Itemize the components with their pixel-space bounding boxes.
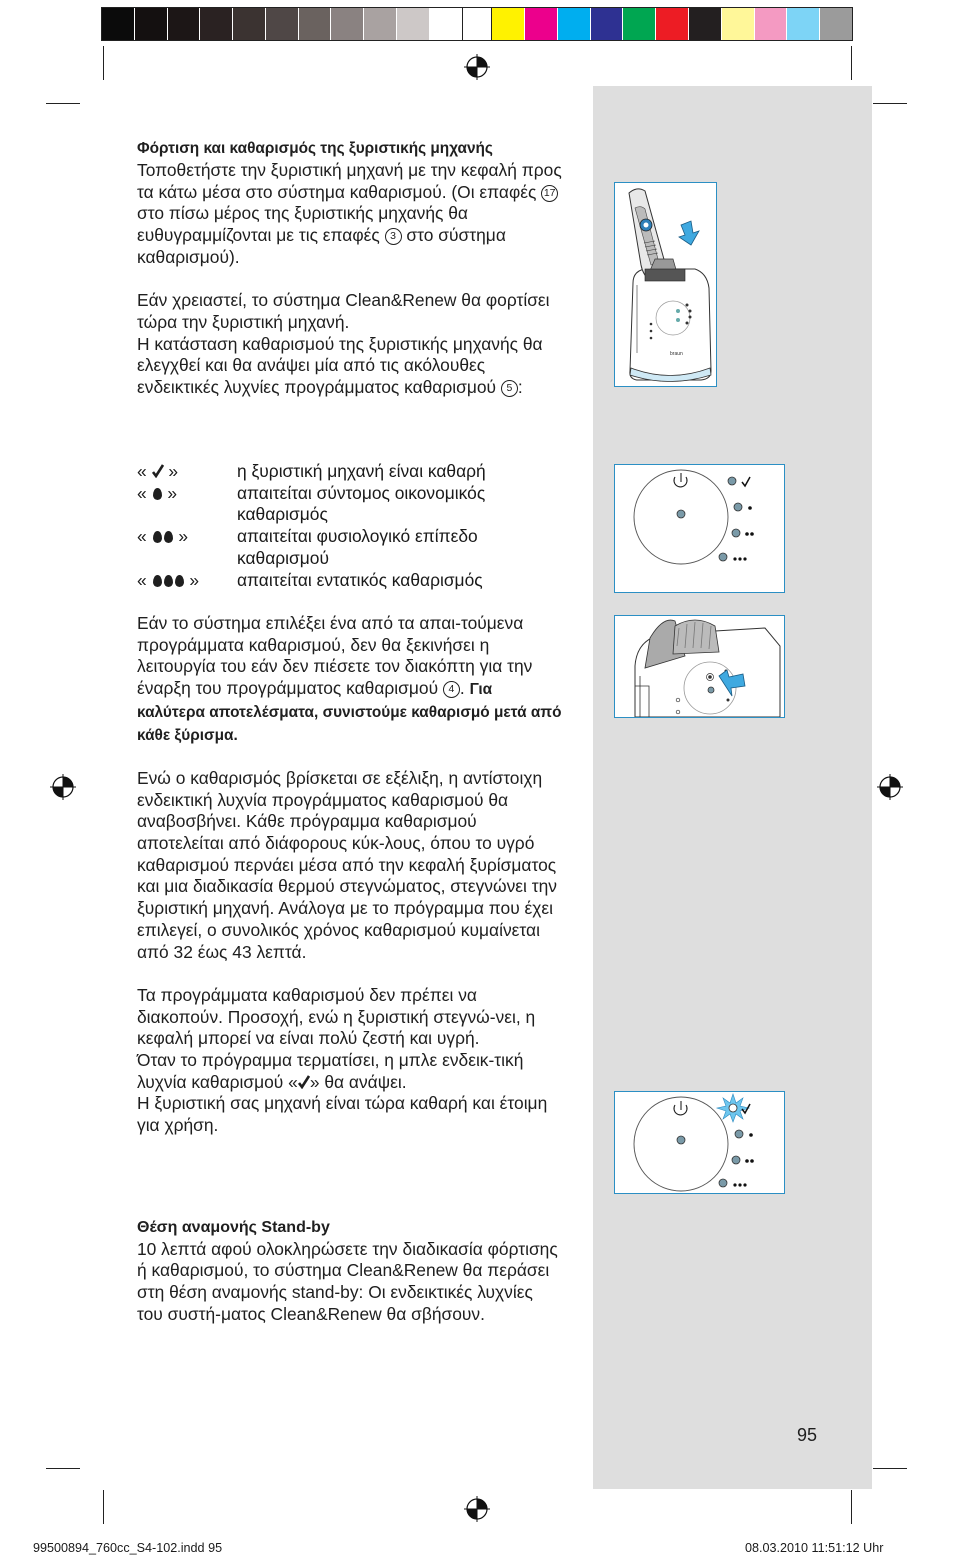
paragraph: Εάν το σύστημα επιλέξει ένα από τα απαι-τούμενα προγράμματα καθαρισμού, δεν θα ξεκινήσει η λειτουργία του εάν δεν πιέσετε τον διακόπτη για την έναρξη του προγράμματος καθαρισμού 4 . Για καλύτερα αποτελέσματα, συνιστούμε καθαρισμό μετά από κάθε ξύρισμα. bbox=[137, 613, 562, 744]
color-swatch bbox=[722, 8, 755, 40]
color-swatch bbox=[820, 8, 852, 40]
shaver-station-illustration bbox=[615, 183, 716, 386]
section-charging-cleaning bbox=[137, 138, 562, 399]
paragraph: Εάν χρειαστεί, το σύστημα Clean&Renew θα φορτίσει τώρα την ξυριστική μηχανή. bbox=[137, 290, 550, 332]
gray-swatch bbox=[364, 8, 397, 40]
checkmark-icon bbox=[152, 464, 164, 478]
color-swatch bbox=[656, 8, 689, 40]
registration-mark-icon bbox=[877, 774, 903, 800]
paragraph: 10 λεπτά αφού ολοκληρώσετε την διαδικασία φόρτισης ή καθαρισμού, το σύστημα Clean&Renew θα περάσει στη θέση αναμονής stand-by: Οι ενδεικτικές λυχνίες του συστή-ματος Clean&Renew θα σβήσουν. bbox=[137, 1238, 558, 1324]
crop-mark bbox=[873, 103, 907, 104]
color-swatch bbox=[558, 8, 591, 40]
drop-icon bbox=[153, 488, 162, 500]
indicator-description: απαιτείται φυσιολογικό επίπεδο καθαρισμού bbox=[237, 526, 478, 568]
crop-mark bbox=[851, 46, 852, 80]
indicator-row bbox=[137, 570, 567, 592]
bold-note: Για καλύτερα αποτελέσματα, συνιστούμε καθαρισμό μετά από κάθε ξύρισμα. bbox=[137, 681, 562, 744]
text-span: Εάν το σύστημα επιλέξει ένα από τα απαι-τούμενα προγράμματα καθαρισμού, δεν θα ξεκινήσει η λειτουργία του εάν δεν πιέσετε τον διακόπτη για την έναρξη του προγράμματος καθαρισμού bbox=[137, 613, 533, 699]
text-span: Όταν το πρόγραμμα τερματίσει, η μπλε ενδεικ-τική λυχνία καθαρισμού « bbox=[137, 1050, 524, 1092]
section-heading: Θέση αναμονής Stand-by bbox=[137, 1219, 330, 1236]
gray-swatch bbox=[135, 8, 168, 40]
reference-number: 4 bbox=[443, 681, 460, 698]
crop-mark bbox=[103, 1490, 104, 1524]
indicator-panel-illustration bbox=[615, 465, 784, 592]
gray-swatch bbox=[397, 8, 430, 40]
gray-swatch bbox=[200, 8, 233, 40]
indicator-description: απαιτείται εντατικός καθαρισμός bbox=[237, 569, 483, 590]
indicator-symbol: « » bbox=[137, 461, 179, 481]
drop-icon bbox=[175, 575, 184, 587]
paragraph: Ενώ ο καθαρισμός βρίσκεται σε εξέλιξη, η αντίστοιχη ενδεικτική λυχνία προγράμματος καθαρισμού θα αναβοσβήνει. Κάθε πρόγραμμα καθαρισμού αποτελείται από διάφορους κύκ-λους, όπου το υγρό καθαρισμού περνάει μέσα από την κεφαλή ξυρίσματος και μια διαδικασία θερμού στεγνώματος, στεγνώνει την ξυριστική μηχανή. Ανάλογα με το πρόγραμμα που έχει επιλεγεί, ο συνολικός χρόνος καθαρισμού κυμαίνεται από 32 έως 43 λεπτά. bbox=[137, 767, 557, 962]
drop-icon bbox=[164, 531, 173, 543]
indicator-lit-illustration bbox=[615, 1092, 784, 1193]
reference-number: 17 bbox=[541, 185, 558, 202]
gray-swatch bbox=[168, 8, 201, 40]
section-program bbox=[137, 613, 562, 1137]
drop-icon bbox=[153, 531, 162, 543]
gray-swatch bbox=[102, 8, 135, 40]
indicator-list bbox=[137, 461, 567, 591]
color-swatch bbox=[525, 8, 558, 40]
figure-shaver-insert bbox=[614, 182, 717, 387]
crop-mark bbox=[851, 1490, 852, 1524]
indicator-row bbox=[137, 483, 567, 526]
text-span: : bbox=[517, 377, 523, 398]
footer-timestamp: 08.03.2010 11:51:12 Uhr bbox=[745, 1541, 884, 1555]
paragraph: Η ξυριστική σας μηχανή είναι τώρα καθαρή και έτοιμη για χρήση. bbox=[137, 1093, 548, 1136]
registration-mark-icon bbox=[464, 54, 490, 80]
indicator-description: η ξυριστική μηχανή είναι καθαρή bbox=[237, 461, 486, 481]
text-span: Τοποθετήστε την ξυριστική μηχανή με την κεφαλή προς τα κάτω μέσα στο σύστημα καθαρισμού. (Οι επαφές bbox=[137, 160, 562, 202]
text-span: » θα ανάψει. bbox=[309, 1071, 407, 1092]
gray-swatch bbox=[331, 8, 364, 40]
drop-icon bbox=[164, 575, 173, 587]
indicator-symbol: « » bbox=[137, 569, 200, 590]
indicator-row bbox=[137, 526, 567, 569]
section-standby bbox=[137, 1217, 562, 1326]
registration-mark-icon bbox=[50, 774, 76, 800]
color-swatch bbox=[755, 8, 788, 40]
registration-mark-icon bbox=[464, 1496, 490, 1522]
figure-indicator-panel bbox=[614, 464, 785, 593]
swatch-gap bbox=[462, 8, 492, 40]
crop-mark bbox=[46, 103, 80, 104]
start-button-illustration bbox=[615, 616, 784, 717]
paragraph bbox=[137, 334, 562, 399]
crop-mark bbox=[46, 1468, 80, 1469]
gray-swatch bbox=[233, 8, 266, 40]
color-swatch bbox=[689, 8, 722, 40]
text-span: στο πίσω μέρος της ξυριστικής μηχανής θα ευθυγραμμίζονται με τις επαφές bbox=[137, 203, 468, 246]
color-swatch bbox=[591, 8, 624, 40]
figure-start-button bbox=[614, 615, 785, 718]
color-swatch bbox=[787, 8, 820, 40]
gray-swatch bbox=[266, 8, 299, 40]
drop-icon bbox=[153, 575, 162, 587]
brand-label: braun bbox=[670, 351, 683, 357]
reference-number: 5 bbox=[501, 380, 518, 397]
indicator-symbol: « » bbox=[137, 526, 189, 547]
indicator-symbol: « » bbox=[137, 482, 178, 503]
indicator-description: απαιτείται σύντομος οικονομικός καθαρισμός bbox=[237, 482, 486, 525]
paragraph: Τα προγράμματα καθαρισμού δεν πρέπει να διακοπούν. Προσοχή, ενώ η ξυριστική στεγνώ-νει, η κεφαλή μπορεί να είναι πολύ ζεστή και υγρή. bbox=[137, 984, 536, 1049]
gray-swatch bbox=[299, 8, 332, 40]
paragraph bbox=[137, 160, 562, 269]
paragraph bbox=[137, 1050, 562, 1093]
print-color-bar bbox=[101, 7, 853, 41]
crop-mark bbox=[103, 46, 104, 80]
text-span: Η κατάσταση καθαρισμού της ξυριστικής μηχανής θα ελεγχθεί και θα ανάψει μία από τις ακόλουθες ενδεικτικές λυχνίες προγράμματος καθαρισμού bbox=[137, 333, 543, 398]
color-swatch bbox=[492, 8, 525, 40]
section-heading: Φόρτιση και καθαρισμός της ξυριστικής μηχανής bbox=[137, 140, 493, 157]
color-swatch bbox=[623, 8, 656, 40]
figure-indicator-lit bbox=[614, 1091, 785, 1194]
page-number: 95 bbox=[797, 1425, 818, 1445]
reference-number: 3 bbox=[385, 228, 402, 245]
indicator-row bbox=[137, 461, 567, 483]
crop-mark bbox=[873, 1468, 907, 1469]
gray-swatch bbox=[430, 8, 463, 40]
footer-file-info: 99500894_760cc_S4-102.indd 95 bbox=[33, 1541, 223, 1555]
text-span: στο σύστημα καθαρισμού). bbox=[137, 225, 506, 267]
checkmark-icon bbox=[298, 1075, 310, 1089]
